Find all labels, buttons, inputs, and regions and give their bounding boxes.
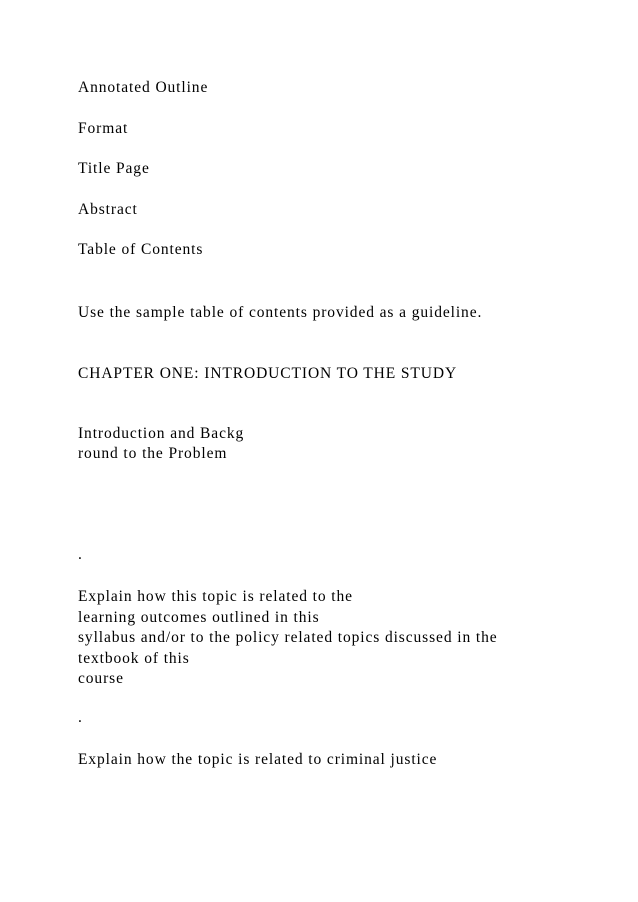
line-table-of-contents: Table of Contents <box>78 241 204 258</box>
line-intro-background-2: round to the Problem <box>78 445 228 462</box>
line-intro-background-1: Introduction and Backg <box>78 425 245 442</box>
line-title-page: Title Page <box>78 160 150 177</box>
line-sample-toc-guideline: Use the sample table of contents provided as a guideline. <box>78 304 483 321</box>
line-format: Format <box>78 120 129 137</box>
line-explain-topic-5: course <box>78 670 124 687</box>
chapter-one-heading: CHAPTER ONE: INTRODUCTION TO THE STUDY <box>78 365 458 382</box>
line-explain-topic-4: textbook of this <box>78 650 190 667</box>
line-criminal-justice: Explain how the topic is related to criminal justice <box>78 751 438 768</box>
line-dot-2: . <box>78 709 83 726</box>
line-dot-1: . <box>78 546 83 563</box>
line-abstract: Abstract <box>78 201 138 218</box>
line-explain-topic-2: learning outcomes outlined in this <box>78 609 320 626</box>
line-explain-topic-1: Explain how this topic is related to the <box>78 588 353 605</box>
line-explain-topic-3: syllabus and/or to the policy related topics discussed in the <box>78 629 498 646</box>
heading-annotated-outline: Annotated Outline <box>78 79 209 96</box>
